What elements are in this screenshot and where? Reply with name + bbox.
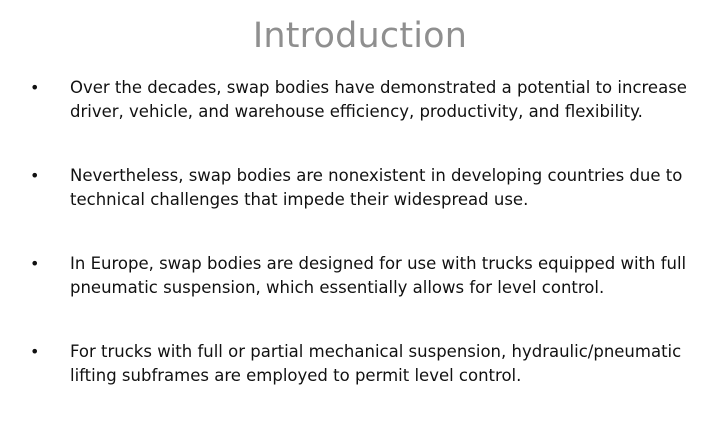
slide-title: Introduction	[252, 16, 468, 56]
bullet-text: Nevertheless, swap bodies are nonexistent in developing countries due to technical challenges that impede their widespread use.	[70, 166, 683, 209]
bullet-marker: •	[30, 342, 40, 361]
bullet-text: In Europe, swap bodies are designed for use with trucks equipped with full pneumatic suspension, which essentially allows for level control.	[70, 254, 687, 297]
bullet-marker: •	[30, 254, 40, 273]
bullet-item	[30, 252, 700, 300]
bullet-item	[30, 340, 700, 388]
bullet-item	[30, 164, 700, 212]
bullet-marker: •	[30, 166, 40, 185]
bullet-text: For trucks with full or partial mechanical suspension, hydraulic/pneumatic lifting subframes are employed to permit level control.	[70, 342, 682, 385]
bullet-marker: •	[30, 78, 40, 97]
bullet-text: Over the decades, swap bodies have demonstrated a potential to increase driver, vehicle, and warehouse efficiency, productivity, and flexibility.	[70, 78, 687, 121]
bullet-list	[30, 76, 700, 428]
bullet-item	[30, 76, 700, 124]
